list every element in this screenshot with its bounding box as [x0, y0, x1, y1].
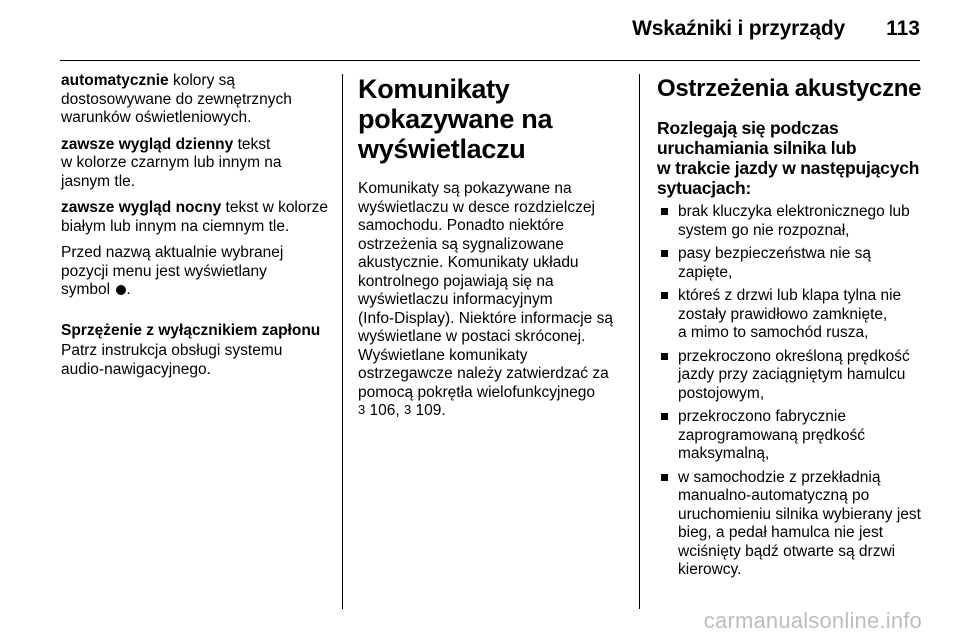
list-item — [657, 287, 927, 343]
text-line: wyświetlaczu w desce rozdzielczej — [358, 198, 595, 216]
page-number: 113 — [886, 17, 920, 40]
text-line: maksymalną, — [678, 445, 770, 462]
text-line: przekroczono fabrycznie — [678, 408, 846, 425]
text-line: audio-nawigacyjnego. — [61, 360, 211, 378]
column-middle — [358, 72, 628, 421]
text-line: Patrz instrukcja obsługi systemu — [61, 342, 283, 359]
text-line: tekst — [233, 135, 271, 153]
paragraph-night — [61, 199, 329, 236]
text-line: manualno-automatyczną po — [678, 487, 870, 504]
text-line: wyświetlaczu informacyjnym — [358, 291, 553, 308]
page-reference-link[interactable]: 106, — [365, 402, 405, 419]
text-line: przekroczono określoną prędkość — [678, 347, 910, 365]
watermark: carmanualsonline.info — [703, 608, 922, 633]
text-line: (Info-Display). Niektóre informacje są — [358, 309, 613, 327]
subheading-line: w trakcie jazdy w następujących — [657, 158, 920, 178]
text-line: postojowym, — [678, 384, 765, 402]
text-line: jasnym tle. — [61, 172, 136, 190]
paragraph-auto — [61, 72, 329, 128]
circle-symbol-icon — [116, 285, 126, 295]
column-divider-right — [639, 74, 640, 609]
text-line: któreś z drzwi lub klapa tylna nie — [678, 287, 902, 304]
text-line: pomocą pokrętła wielofunkcyjnego — [358, 383, 595, 401]
text-line: wciśnięty bądź otwarte są drzwi — [678, 542, 896, 560]
list-item — [657, 348, 927, 404]
subheading-line: Rozlegają się podczas — [657, 118, 839, 138]
page-reference-icon: 3 — [404, 402, 412, 417]
text-line: Komunikaty są pokazywane na — [358, 180, 572, 197]
text-line: kontrolnego pojawiają się na — [358, 272, 554, 290]
text-line: wyświetlane w postaci skróconej. — [358, 328, 586, 345]
text-line: w kolorze czarnym lub innym na — [61, 154, 282, 171]
text-line: kolory są — [168, 72, 236, 89]
text-line: pozycji menu jest wyświetlany — [61, 262, 267, 280]
header-rule — [60, 60, 920, 61]
text-line: kierowcy. — [678, 561, 742, 578]
text-line: a mimo to samochód rusza, — [678, 324, 869, 341]
text-line: warunków oświetleniowych. — [61, 109, 252, 126]
heading-line: pokazywane na — [358, 104, 553, 134]
text-line: ostrzegawcze należy zatwierdzać za — [358, 365, 609, 382]
text-line: białym lub innym na ciemnym tle. — [61, 217, 290, 235]
text-line: pasy bezpieczeństwa nie są — [678, 245, 872, 262]
text-line: symbol — [61, 281, 115, 298]
column-divider-left — [342, 74, 343, 609]
page-reference-icon: 3 — [358, 402, 366, 417]
list-item — [657, 203, 927, 240]
text-line: w samochodzie z przekładnią — [678, 468, 881, 486]
subheading-line: uruchamiania silnika lub — [657, 138, 857, 158]
text-line: bieg, a pedał hamulca nie jest — [678, 524, 884, 541]
text-line: zaprogramowaną prędkość — [678, 426, 865, 444]
text-line: zostały prawidłowo zamknięte, — [678, 305, 888, 323]
text-line: system go nie rozpoznał, — [678, 221, 850, 239]
text-line: dostosowywane do zewnętrznych — [61, 90, 292, 108]
text-line: ostrzeżenia są sygnalizowane — [358, 235, 564, 253]
text-line: Wyświetlane komunikaty — [358, 346, 528, 364]
text-line: zapięte, — [678, 263, 733, 281]
column-left — [61, 72, 329, 379]
text-line: samochodu. Ponadto niektóre — [358, 217, 564, 234]
list-item — [657, 408, 927, 464]
paragraph-ignition — [61, 342, 329, 379]
paragraph-day — [61, 136, 329, 192]
section-heading-display-messages — [358, 74, 628, 164]
text-line: Przed nazwą aktualnie wybranej — [61, 244, 284, 261]
option-day-label: zawsze wygląd dzienny — [61, 135, 234, 153]
text-line: . — [126, 281, 131, 298]
paragraph-display-messages — [358, 180, 628, 421]
option-auto-label: automatycznie — [61, 72, 169, 89]
heading-line: wyświetlaczu — [358, 134, 526, 164]
subheading-line: sytuacjach: — [657, 178, 752, 198]
paragraph-menu-symbol — [61, 244, 329, 300]
warning-list — [657, 203, 927, 580]
page-reference-link[interactable]: 109. — [411, 402, 446, 419]
column-right — [657, 72, 927, 580]
option-night-label: zawsze wygląd nocny — [61, 199, 222, 216]
heading-line: Komunikaty — [358, 74, 510, 104]
text-line: tekst w kolorze — [221, 199, 329, 216]
text-line: akustycznie. Komunikaty układu — [358, 254, 579, 271]
text-line: uruchomieniu silnika wybierany jest — [678, 505, 921, 523]
list-item — [657, 245, 927, 282]
subheading-situations — [657, 118, 927, 198]
text-line: jazdy przy zaciągniętym hamulcu — [678, 366, 906, 383]
section-heading-acoustic-warnings: Ostrzeżenia akustyczne — [657, 75, 922, 102]
text-line: brak kluczyka elektronicznego lub — [678, 203, 910, 220]
page-header-title: Wskaźniki i przyrządy — [632, 17, 845, 40]
list-item — [657, 469, 927, 580]
subheading-ignition: Sprzężenie z wyłącznikiem zapłonu — [61, 321, 321, 339]
